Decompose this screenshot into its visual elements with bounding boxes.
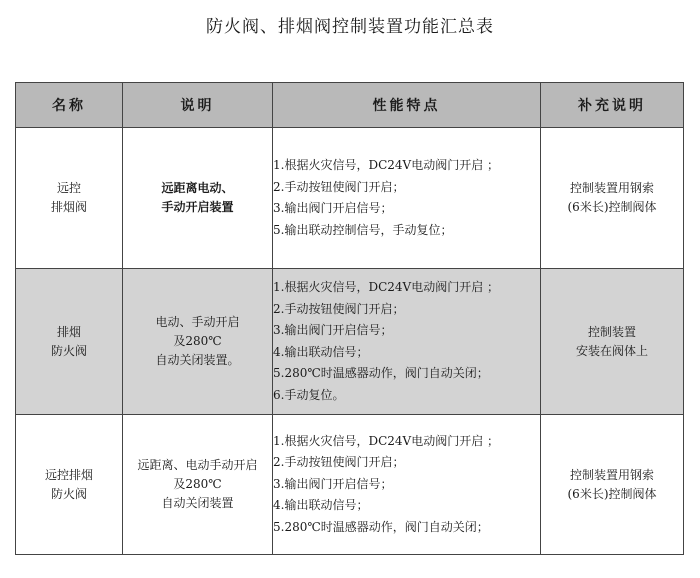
name-line: 远控排烟 (44, 467, 93, 482)
cell-name (16, 128, 123, 269)
note-line: 控制装置用钢索 (569, 467, 654, 482)
desc-line: 电动、手动开启 (155, 315, 240, 329)
cell-name (16, 415, 123, 555)
feature-line: 3.输出阀门开启信号； (273, 476, 393, 491)
header-feature: 性能特点 (273, 83, 541, 128)
cell-note (541, 128, 684, 269)
desc-line: 远距离、电动手动开启 (137, 458, 258, 472)
feature-line: 2.手动按钮使阀门开启； (273, 301, 405, 316)
desc-line: 自动关闭装置 (161, 496, 234, 510)
note-line: 控制装置 (587, 324, 636, 339)
desc-line: 及280℃ (173, 477, 222, 491)
cell-desc (123, 128, 273, 269)
feature-line: 1.根据火灾信号，DC24V电动阀门开启 ； (273, 433, 500, 448)
cell-note (541, 415, 684, 555)
feature-line: 3.输出阀门开启信号； (273, 201, 393, 215)
name-line: 排烟 (56, 324, 81, 339)
desc-line: 远距离电动、 (161, 181, 234, 195)
page-title: 防火阀、排烟阀控制装置功能汇总表 (206, 17, 494, 37)
cell-desc (123, 269, 273, 415)
feature-line: 4.输出联动信号； (273, 344, 369, 359)
desc-line: 及280℃ (173, 334, 222, 348)
desc-line: 手动开启装置 (161, 200, 234, 214)
note-line: 安装在阀体上 (575, 343, 648, 358)
cell-features (273, 128, 541, 269)
cell-features (273, 415, 541, 555)
feature-line: 1.根据火灾信号，DC24V电动阀门开启 ； (273, 158, 500, 172)
table-row (16, 269, 684, 415)
desc-line: 自动关闭装置。 (155, 353, 240, 367)
name-line: 防火阀 (50, 343, 87, 358)
feature-line: 5.输出联动控制信号，手动复位； (273, 222, 453, 237)
feature-line: 4.输出联动信号； (273, 498, 369, 513)
feature-line: 5.280℃时温感器动作，阀门自动关闭； (273, 366, 489, 380)
note-line: (6米长)控制阀体 (567, 200, 657, 214)
header-row (16, 83, 684, 128)
name-line: 排烟阀 (50, 200, 87, 214)
feature-line: 1.根据火灾信号，DC24V电动阀门开启 ； (273, 280, 500, 294)
header-name: 名称 (16, 83, 123, 128)
note-line: 控制装置用钢索 (569, 181, 654, 195)
feature-line: 2.手动按钮使阀门开启； (273, 455, 405, 470)
header-desc: 说明 (123, 83, 273, 128)
name-line: 远控 (56, 181, 81, 195)
cell-name (16, 269, 123, 415)
note-line: (6米长)控制阀体 (567, 486, 657, 501)
name-line: 防火阀 (50, 486, 87, 501)
cell-desc (123, 415, 273, 555)
feature-line: 5.280℃时温感器动作，阀门自动关闭； (273, 519, 489, 534)
summary-table (15, 82, 684, 555)
cell-note (541, 269, 684, 415)
feature-line: 2.手动按钮使阀门开启； (273, 179, 405, 194)
table-row (16, 415, 684, 555)
cell-features (273, 269, 541, 415)
feature-line: 3.输出阀门开启信号； (273, 323, 393, 337)
table-row (16, 128, 684, 269)
feature-line: 6.手动复位。 (273, 387, 345, 402)
header-note: 补充说明 (541, 83, 684, 128)
